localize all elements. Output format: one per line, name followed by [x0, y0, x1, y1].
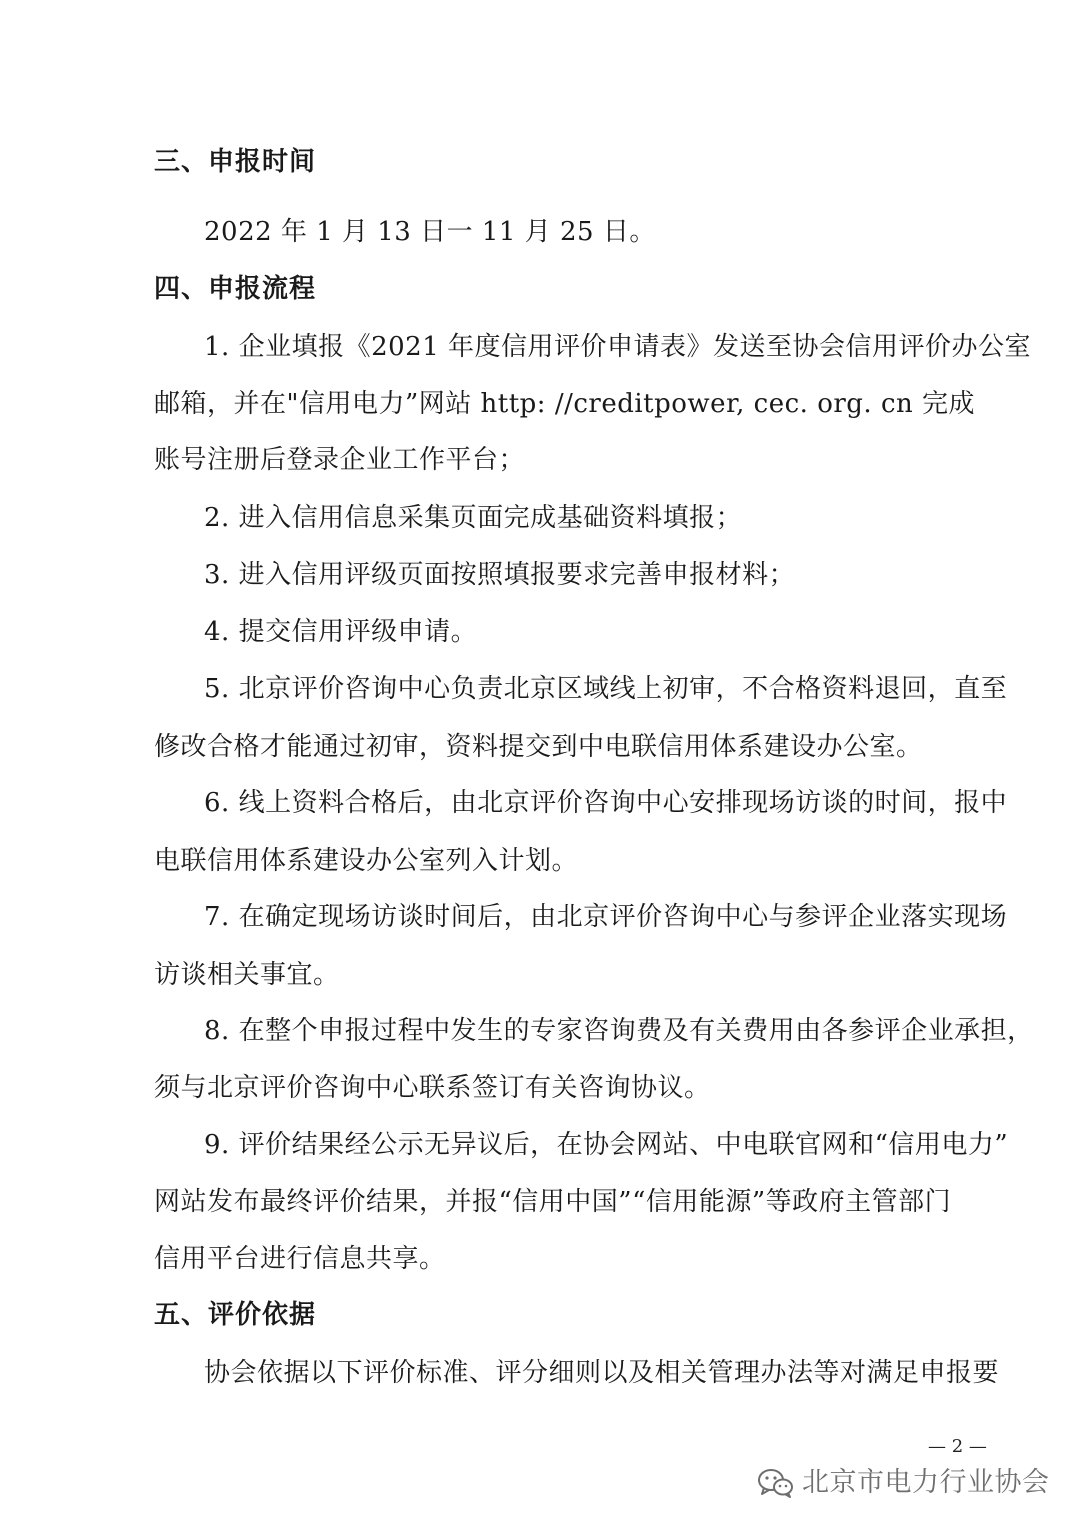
process-step-8-line-1: 8. 在整个申报过程中发生的专家咨询费及有关费用由各参评企业承担， [204, 1016, 1034, 1046]
wechat-icon [756, 1466, 796, 1500]
process-step-4: 4. 提交信用评级申请。 [204, 617, 478, 647]
process-step-1-line-1: 1. 企业填报《2021 年度信用评价申请表》发送至协会信用评价办公室 [204, 332, 1032, 362]
process-step-5-line-1: 5. 北京评价咨询中心负责北京区域线上初审，不合格资料退回，直至 [204, 674, 1008, 704]
process-step-9-line-1: 9. 评价结果经公示无异议后，在协会网站、中电联官网和“信用电力” [204, 1130, 1009, 1160]
process-step-2: 2. 进入信用信息采集页面完成基础资料填报； [204, 503, 743, 533]
section-heading-application-time: 三、申报时间 [154, 147, 317, 177]
section-heading-evaluation-basis: 五、评价依据 [154, 1300, 317, 1330]
process-step-1-line-3: 账号注册后登录企业工作平台； [154, 445, 526, 475]
process-step-6-line-2: 电联信用体系建设办公室列入计划。 [154, 846, 579, 876]
process-step-9-line-2: 网站发布最终评价结果，并报“信用中国”“信用能源”等政府主管部门 [154, 1187, 952, 1217]
process-step-9-line-3: 信用平台进行信息共享。 [154, 1244, 446, 1274]
application-period-text: 2022 年 1 月 13 日一 11 月 25 日。 [204, 217, 656, 247]
process-step-5-line-2: 修改合格才能通过初审，资料提交到中电联信用体系建设办公室。 [154, 732, 923, 762]
process-step-1-line-2: 邮箱，并在"信用电力”网站 http: //creditpower, cec. org. cn 完成 [154, 389, 976, 419]
section-heading-application-process: 四、申报流程 [154, 274, 317, 304]
process-step-8-line-2: 须与北京评价咨询中心联系签订有关咨询协议。 [154, 1073, 711, 1103]
watermark-text: 北京市电力行业协会 [802, 1467, 1050, 1498]
wechat-watermark [756, 1466, 1050, 1500]
process-step-7-line-1: 7. 在确定现场访谈时间后，由北京评价咨询中心与参评企业落实现场 [204, 902, 1008, 932]
process-step-6-line-1: 6. 线上资料合格后，由北京评价咨询中心安排现场访谈的时间，报中 [204, 788, 1008, 818]
evaluation-basis-text: 协会依据以下评价标准、评分细则以及相关管理办法等对满足申报要 [204, 1358, 1000, 1388]
page-number: — 2 — [928, 1436, 987, 1457]
process-step-7-line-2: 访谈相关事宜。 [154, 960, 340, 990]
process-step-3: 3. 进入信用评级页面按照填报要求完善申报材料； [204, 560, 796, 590]
